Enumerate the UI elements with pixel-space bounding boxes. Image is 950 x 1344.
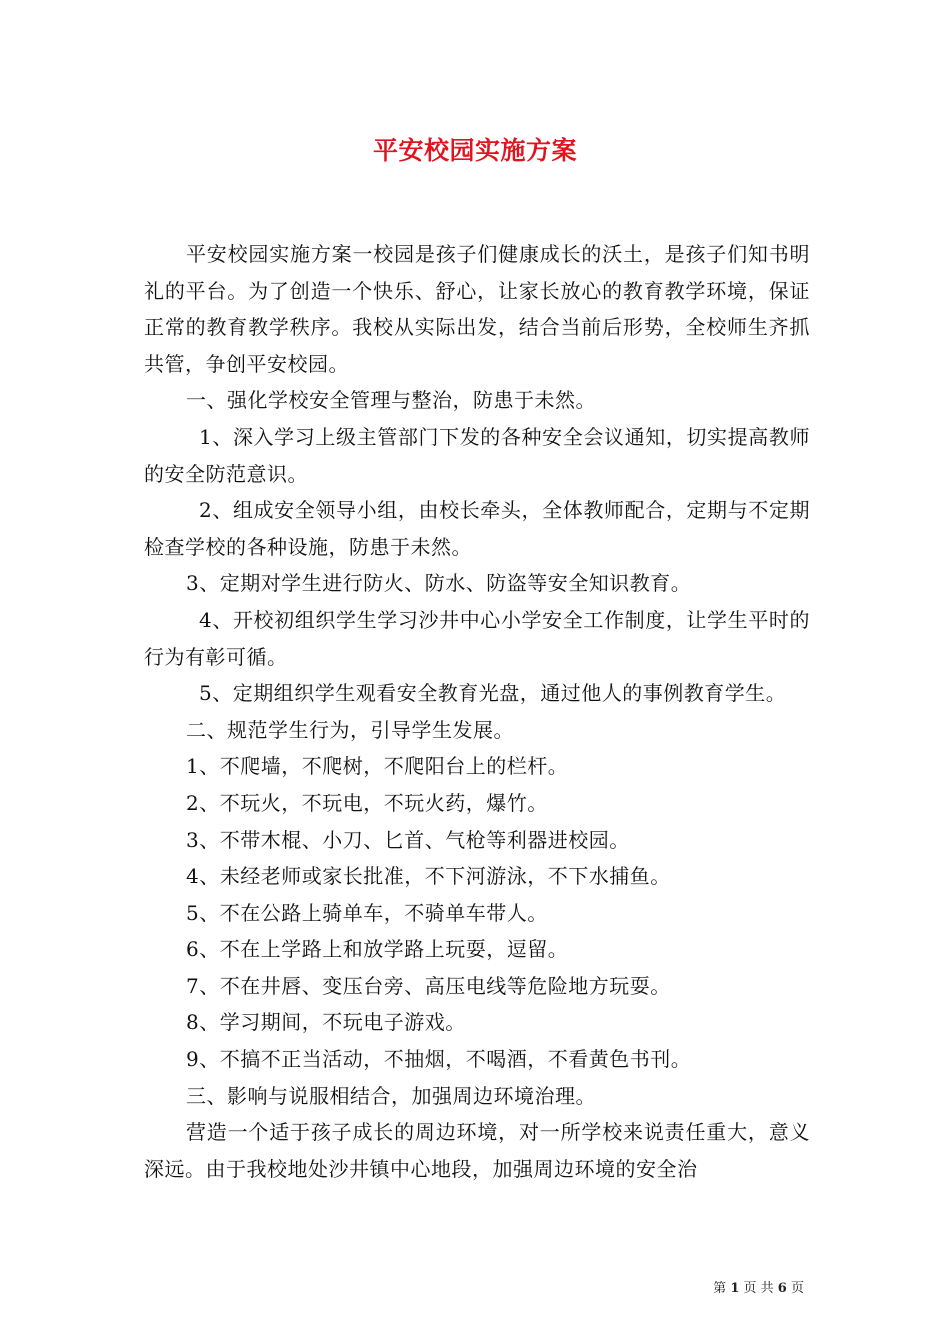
- list-item: 8、学习期间，不玩电子游戏。: [186, 1010, 466, 1035]
- section-heading-2: 二、规范学生行为，引导学生发展。: [186, 717, 514, 742]
- section-heading-1: 一、强化学校安全管理与整治，防患于未然。: [186, 388, 596, 413]
- list-item: 3、不带木棍、小刀、匕首、气枪等利器进校园。: [186, 827, 630, 852]
- list-item: 2、不玩火，不玩电，不玩火药，爆竹。: [186, 790, 548, 815]
- list-item: 3、定期对学生进行防火、防水、防盗等安全知识教育。: [186, 571, 692, 596]
- current-page-number: 1: [730, 1281, 740, 1296]
- footer-prefix: 第: [713, 1281, 727, 1296]
- page-footer: [713, 1280, 804, 1298]
- list-item: 1、不爬墙，不爬树，不爬阳台上的栏杆。: [186, 754, 569, 779]
- list-item: 9、不搞不正当活动，不抽烟，不喝酒，不看黄色书刊。: [186, 1047, 692, 1072]
- footer-suffix: 页: [790, 1281, 804, 1296]
- paragraph-body: 营造一个适于孩子成长的周边环境，对一所学校来说责任重大，意义深远。由于我校地处沙井镇中心地段，加强周边环境的安全治: [144, 1120, 810, 1181]
- paragraph-intro: 平安校园实施方案一校园是孩子们健康成长的沃土，是孩子们知书明礼的平台。为了创造一个快乐、舒心，让家长放心的教育教学环境，保证正常的教育教学秩序。我校从实际出发，结合当前后形势，全校师生齐抓共管，争创平安校园。: [144, 242, 810, 376]
- list-item: 2、组成安全领导小组，由校长牵头，全体教师配合，定期与不定期检查学校的各种设施，防患于未然。: [144, 498, 810, 559]
- section-heading-3: 三、影响与说服相结合，加强周边环境治理。: [186, 1083, 596, 1108]
- document-body: [144, 236, 810, 1187]
- list-item: 4、开校初组织学生学习沙井中心小学安全工作制度，让学生平时的行为有彰可循。: [144, 607, 810, 669]
- list-item: 1、深入学习上级主管部门下发的各种安全会议通知，切实提高教师的安全防范意识。: [144, 424, 810, 486]
- footer-middle: 页 共: [743, 1281, 774, 1296]
- list-item: 6、不在上学路上和放学路上玩耍，逗留。: [186, 937, 569, 962]
- list-item: 5、不在公路上骑单车，不骑单车带人。: [186, 900, 548, 925]
- list-item: 4、未经老师或家长批准，不下河游泳，不下水捕鱼。: [186, 864, 671, 889]
- page-title: 平安校园实施方案: [372, 136, 577, 165]
- list-item: 7、不在井唇、变压台旁、高压电线等危险地方玩耍。: [186, 973, 671, 998]
- total-page-count: 6: [777, 1281, 787, 1296]
- list-item: 5、定期组织学生观看安全教育光盘，通过他人的事例教育学生。: [199, 681, 787, 706]
